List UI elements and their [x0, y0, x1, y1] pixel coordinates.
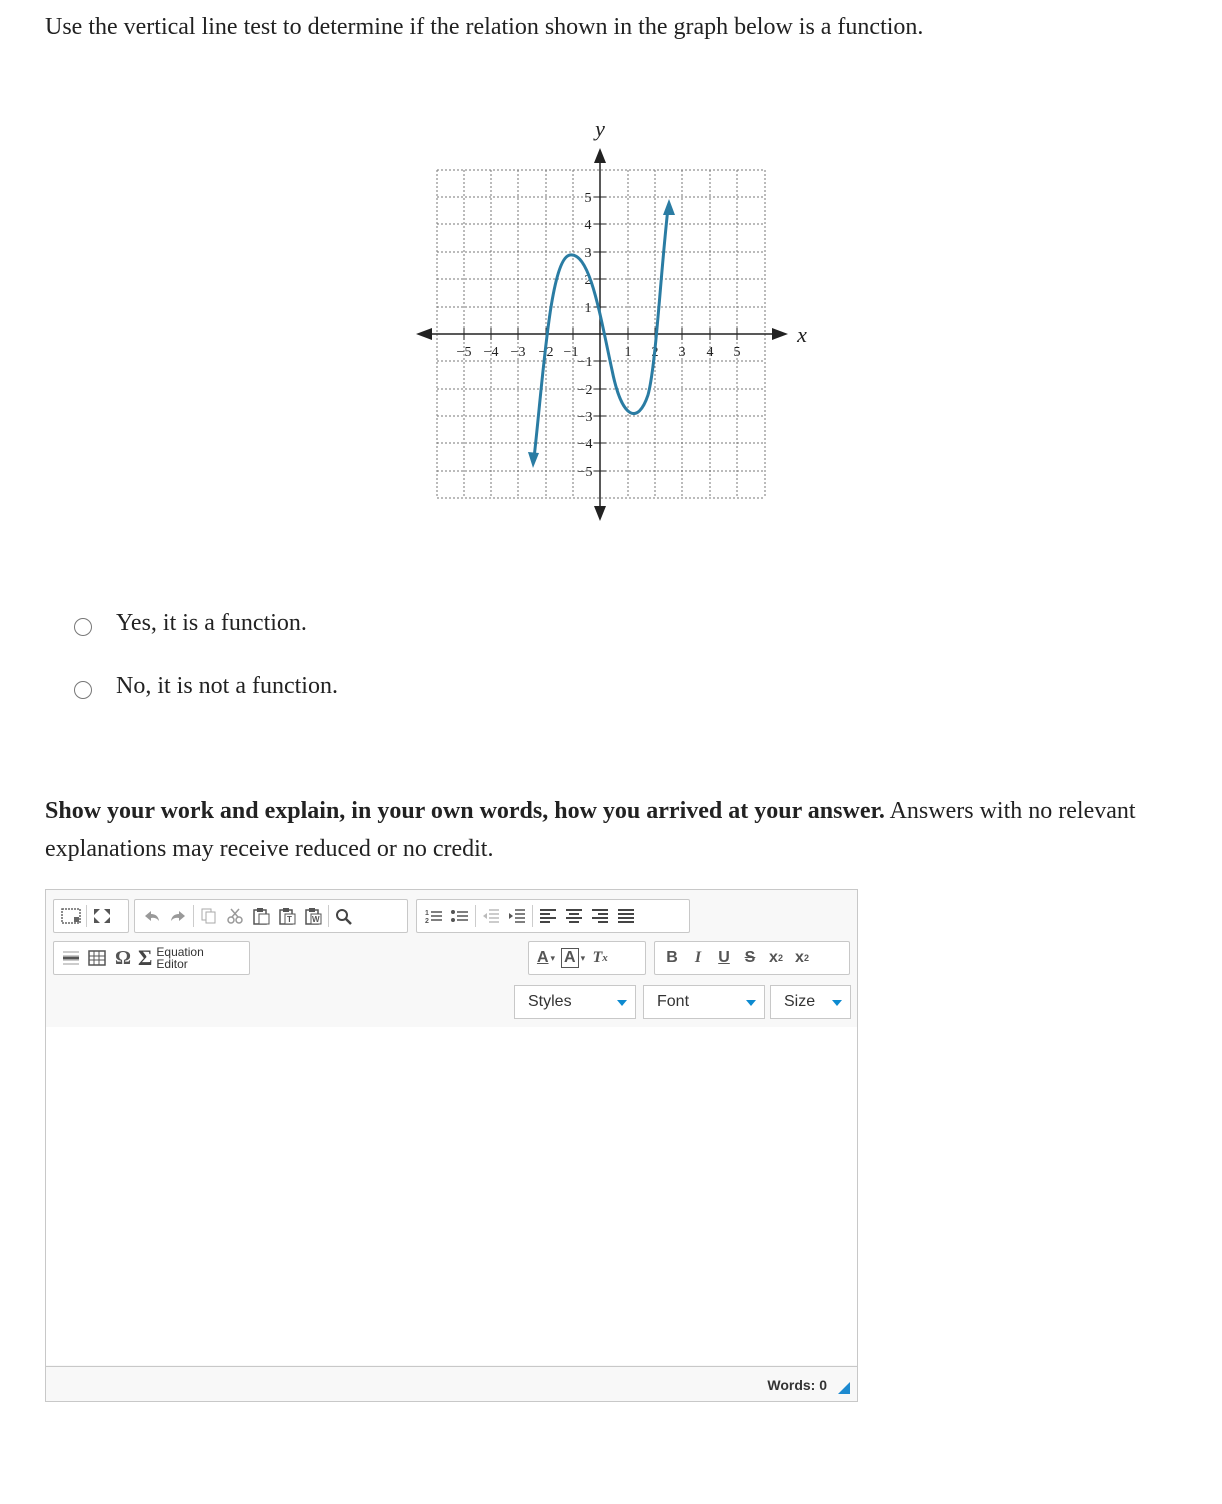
x-tick-label: −5 [456, 345, 472, 360]
separator [532, 905, 533, 927]
styles-dropdown-label: Styles [528, 993, 572, 1010]
chevron-down-icon [746, 1000, 756, 1006]
superscript-icon[interactable]: x 2 [795, 949, 809, 966]
paste-word-icon[interactable] [302, 903, 324, 929]
horizontal-line-icon[interactable] [60, 945, 82, 971]
instructions-bold: Show your work and explain, in your own words, how you arrived at your answer. [45, 798, 885, 824]
svg-text:2: 2 [425, 918, 429, 925]
y-tick-label: −4 [577, 437, 593, 452]
size-dropdown-label: Size [784, 993, 816, 1010]
word-count: Words: 0 [767, 1377, 827, 1393]
editor-content-area[interactable] [46, 1027, 857, 1365]
toolbar-group-paragraph [416, 899, 690, 933]
radio-no[interactable] [74, 681, 92, 699]
chevron-down-icon: ▾ [550, 952, 556, 963]
y-tick-label: 3 [584, 246, 592, 261]
font-dropdown-label: Font [657, 993, 690, 1010]
choice-no-label: No, it is not a function. [116, 673, 338, 699]
x-axis-left-arrow [416, 328, 432, 340]
choice-yes-label: Yes, it is a function. [116, 610, 307, 636]
curve-arrow-down [528, 452, 539, 468]
align-justify-icon[interactable] [615, 903, 637, 929]
equation-editor-button[interactable] [138, 945, 204, 971]
chevron-down-icon [832, 1000, 842, 1006]
relation-graph [400, 110, 820, 530]
size-dropdown[interactable] [770, 985, 851, 1019]
align-center-icon[interactable] [563, 903, 585, 929]
editor-toolbar [46, 890, 857, 1028]
chevron-down-icon: ▾ [580, 952, 586, 963]
x-tick-label: −4 [483, 345, 499, 360]
chevron-down-icon [617, 1000, 627, 1006]
x-tick-label: −1 [563, 345, 579, 360]
y-axis-up-arrow [594, 148, 606, 163]
redo-icon[interactable] [167, 903, 189, 929]
toolbar-group-colors [528, 941, 646, 975]
x-tick-label: −3 [510, 345, 526, 360]
question-text: Use the vertical line test to determine if the relation shown in the graph below is a function. [45, 14, 924, 40]
indent-icon[interactable] [506, 903, 528, 929]
y-tick-label: 5 [584, 191, 592, 206]
y-tick-label: 4 [584, 218, 592, 233]
background-color-button[interactable] [561, 945, 585, 971]
editor-statusbar [46, 1366, 857, 1402]
cut-icon[interactable] [224, 903, 246, 929]
instructions [45, 792, 1185, 868]
maximize-icon[interactable] [91, 903, 113, 929]
paste-icon[interactable] [250, 903, 272, 929]
separator [328, 905, 329, 927]
resize-handle-icon[interactable] [838, 1382, 850, 1394]
outdent-icon[interactable] [480, 903, 502, 929]
x-tick-label: −2 [538, 345, 554, 360]
x-tick-label: 5 [733, 345, 741, 360]
svg-text:1: 1 [425, 910, 429, 917]
toolbar-group-clipboard [134, 899, 408, 933]
table-icon[interactable] [86, 945, 108, 971]
italic-icon[interactable]: I [694, 949, 702, 966]
x-tick-label: 3 [678, 345, 686, 360]
text-color-button[interactable] [535, 945, 557, 971]
source-icon[interactable] [60, 903, 82, 929]
align-left-icon[interactable] [537, 903, 559, 929]
font-dropdown[interactable] [643, 985, 765, 1019]
toolbar-group-basicstyles [654, 941, 850, 975]
styles-dropdown[interactable] [514, 985, 636, 1019]
x-axis-label: x [797, 322, 807, 347]
relation-curve [534, 208, 668, 458]
x-tick-label: 4 [706, 345, 714, 360]
svg-text:T: T [287, 915, 292, 924]
background-color-icon: A [561, 948, 579, 968]
special-char-icon[interactable]: Ω [114, 946, 131, 969]
instructions-normal: Answers with no relevant explanations may receive reduced or no credit. [45, 798, 1136, 862]
paste-text-icon[interactable] [276, 903, 298, 929]
svg-text:W: W [312, 915, 320, 924]
x-tick-label: 1 [624, 345, 632, 360]
x-tick-label: 2 [651, 345, 659, 360]
equation-editor-label: Equation Editor [156, 945, 204, 971]
sigma-icon: Σ [138, 945, 153, 970]
toolbar-group-insert [53, 941, 250, 975]
choice-yes[interactable] [74, 610, 307, 637]
y-tick-label: −5 [577, 465, 593, 480]
rich-text-editor [45, 889, 858, 1402]
strikethrough-icon[interactable]: S [744, 949, 756, 966]
subscript-icon[interactable]: x 2 [769, 949, 783, 966]
bulleted-list-icon[interactable] [449, 903, 471, 929]
underline-icon[interactable]: U [718, 949, 730, 966]
y-tick-label: 1 [584, 301, 592, 316]
align-right-icon[interactable] [589, 903, 611, 929]
text-color-icon: A [536, 949, 549, 966]
x-axis-right-arrow [772, 328, 788, 340]
y-tick-label: −1 [577, 355, 593, 370]
separator [475, 905, 476, 927]
y-tick-label: −2 [577, 383, 593, 398]
numbered-list-icon[interactable] [423, 903, 445, 929]
undo-icon[interactable] [141, 903, 163, 929]
radio-yes[interactable] [74, 618, 92, 636]
find-icon[interactable] [333, 903, 355, 929]
y-axis-down-arrow [594, 506, 606, 521]
y-tick-label: −3 [577, 410, 593, 425]
axes [420, 155, 780, 512]
toolbar-group-view [53, 899, 129, 933]
separator [86, 905, 87, 927]
y-tick-label: 2 [584, 273, 592, 288]
copy-icon[interactable] [198, 903, 220, 929]
curve-arrow-up [663, 199, 675, 215]
bold-icon[interactable]: B [666, 949, 678, 966]
choice-no[interactable] [74, 673, 338, 700]
y-axis-label: y [595, 116, 605, 141]
remove-format-icon[interactable]: T x [592, 949, 608, 966]
separator [193, 905, 194, 927]
